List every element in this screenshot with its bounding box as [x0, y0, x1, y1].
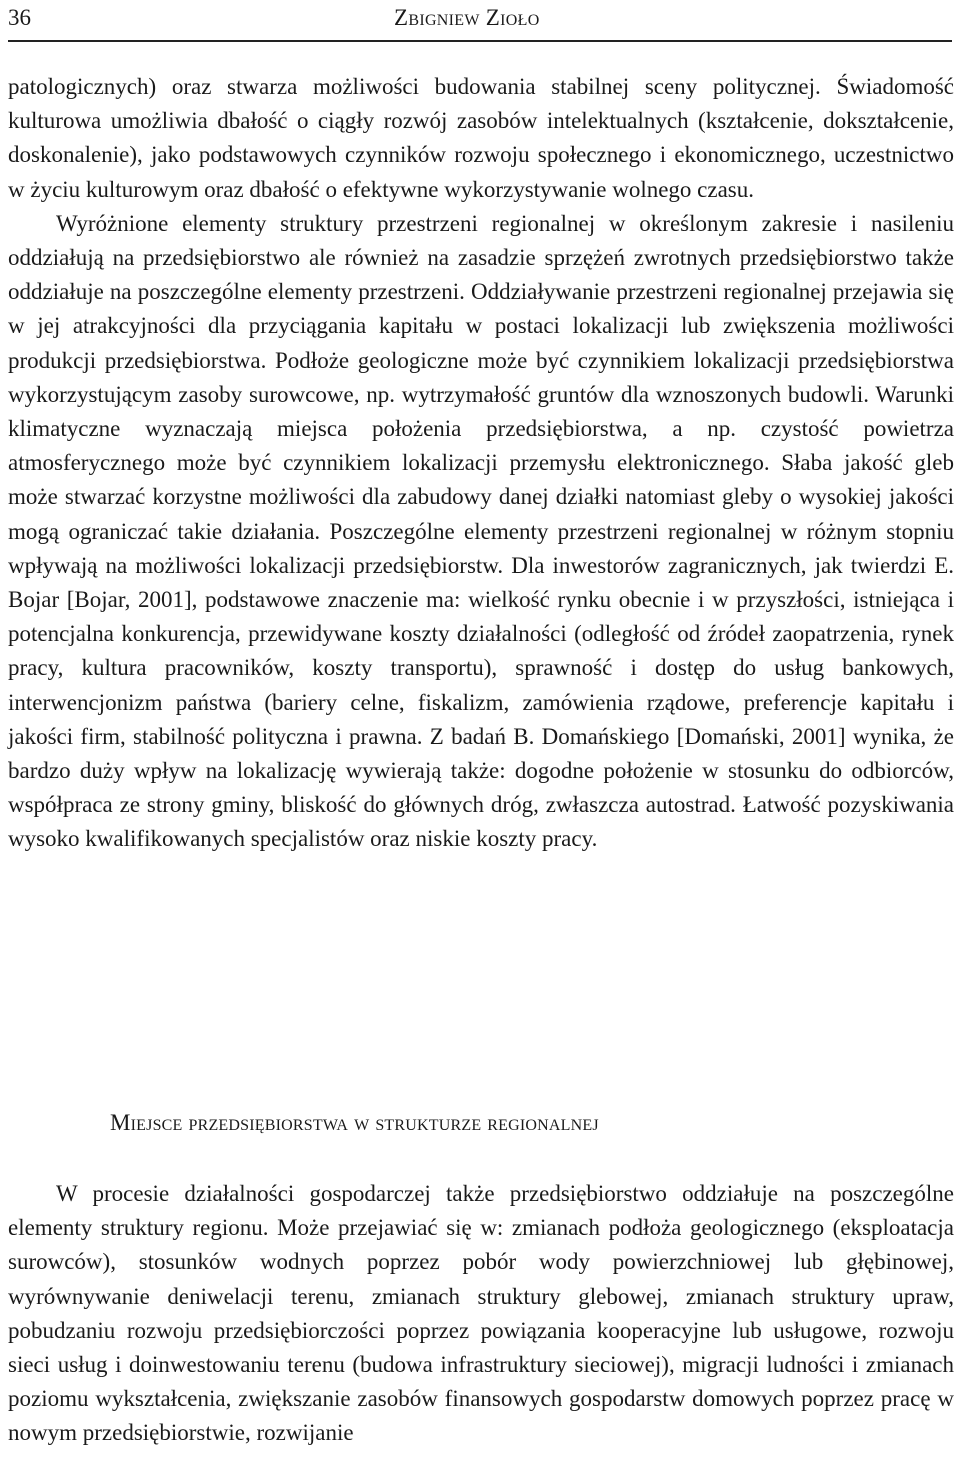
body-text-block	[8, 70, 954, 857]
section-paragraph: W procesie działalności gospodarczej także przedsiębiorstwo oddziałuje na poszczególne elementy struktury regionu. Może przejawiać się w: zmianach podłoża geologicznego (eksploatacja surowców), stosunków wodnych poprzez pobór wody powierzchniowej lub głębinowej, wyrównywanie deniwelacji terenu, zmianach struktury glebowej, zmianach struktury upraw, pobudzaniu rozwoju przedsiębiorczości poprzez powiązania kooperacyjne lub usługowe, rozwoju sieci usług i doinwestowaniu terenu (budowa infrastruktury sieciowej), migracji ludności i zmianach poziomu wykształcenia, zwiększanie zasobów finansowych gospodarstw domowych poprzez pracę w nowym przedsiębiorstwie, rozwijanie	[8, 1181, 954, 1446]
page-header	[8, 0, 952, 42]
page-number: 36	[8, 5, 31, 30]
section-body-text	[8, 1177, 954, 1451]
section-heading: Miejsce przedsiębiorstwa w strukturze regionalnej	[110, 1110, 599, 1135]
running-head-author: Zbigniew Zioło	[394, 5, 540, 30]
paragraph-structure-elements: Wyróżnione elementy struktury przestrzeni regionalnej w określonym zakresie i nasileniu oddziałują na przedsiębiorstwo ale również na zasadzie sprzężeń zwrotnych przedsiębiorstwo także oddziałuje na poszczególne elementy przestrzeni. Oddziaływanie przestrzeni regionalnej przejawia się w jej atrakcyjności dla przyciągania kapitału w postaci lokalizacji lub zwiększenia możliwości produkcji przedsiębiorstwa. Podłoże geologiczne może być czynnikiem lokalizacji przedsiębiorstwa wykorzystującym zasoby surowcowe, np. wytrzymałość gruntów dla wznoszonych budowli. Warunki klimatyczne wyznaczają miejsca położenia przedsiębiorstwa, a np. czystość powietrza atmosferycznego może być czynnikiem lokalizacji przemysłu elektronicznego. Słaba jakość gleb może stwarzać korzystne możliwości dla zabudowy danej działki natomiast gleby o wysokiej jakości mogą ograniczać takie działania. Poszczególne elementy przestrzeni regionalnej w różnym stopniu wpływają na możliwości lokalizacji przedsiębiorstw. Dla inwestorów zagranicznych, jak twierdzi E. Bojar [Bojar, 2001], podstawowe znaczenie ma: wielkość rynku obecnie i w przyszłości, istniejąca i potencjalna konkurencja, przewidywane koszty działalności (odległość od źródeł zaopatrzenia, rynek pracy, kultura pracowników, koszty transportu), sprawność i dostęp do usług bankowych, interwencjonizm państwa (bariery celne, fiskalizm, zamówienia rządowe, preferencje kapitału i jakości firm, stabilność polityczna i prawna. Z badań B. Domańskiego [Domański, 2001] wynika, że bardzo duży wpływ na lokalizację wywierają także: dogodne położenie w stosunku do odbiorców, współpraca ze strony gminy, bliskość do głównych dróg, zwłaszcza autostrad. Łatwość pozyskiwania wysoko kwalifikowanych specjalistów oraz niskie koszty pracy.	[8, 210, 954, 852]
paragraph-continuation: patologicznych) oraz stwarza możliwości budowania stabilnej sceny politycznej. Świadomość kulturowa umożliwia dbałość o ciągły rozwój zasobów intelektualnych (kształcenie, dokształcenie, doskonalenie), jako podstawowych czynników rozwoju społecznego i ekonomicznego, uczestnictwo w życiu kulturowym oraz dbałość o efektywne wykorzystywanie wolnego czasu.	[8, 74, 954, 202]
